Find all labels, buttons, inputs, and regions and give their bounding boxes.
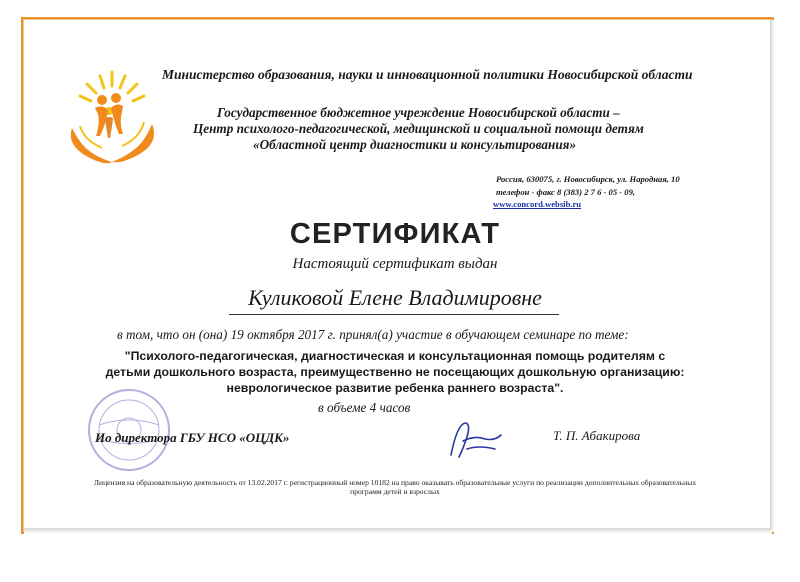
license-line-1: Лицензия на образовательную деятельность от 13.02.2017 г. регистрационный номер 10182 на право оказывать образовательные услуги по реализации дополнительных образовательных	[93, 478, 697, 487]
institution-line-2: Центр психолого-педагогической, медицинской и социальной помощи детям	[193, 121, 644, 136]
director-title: Ио директора ГБУ НСО «ОЦДК»	[95, 430, 290, 445]
seminar-topic-line-2: детьми дошкольного возраста, преимущественно не посещающих дошкольную организацию:	[105, 365, 685, 379]
frame-shadow-right	[770, 20, 774, 532]
certificate-title: СЕРТИФИКАТ	[289, 218, 501, 250]
ministry-name: Министерство образования, науки и инновационной политики Новосибирской области	[162, 67, 693, 82]
name-underline	[229, 314, 559, 315]
participation-intro: в том, что он (она) 19 октября 2017 г. принял(а) участие в обучающем семинаре по теме:	[117, 327, 629, 342]
recipient-name: Куликовой Елене Владимировне	[248, 285, 542, 310]
frame-shadow-bottom	[24, 528, 772, 534]
institution-line-1: Государственное бюджетное учреждение Новосибирской области –	[217, 105, 620, 120]
seminar-topic-line-3: неврологическое развитие ребенка раннего возраста".	[226, 381, 564, 395]
center-logo-icon	[62, 66, 162, 168]
hours-volume: в объеме 4 часов	[318, 400, 411, 415]
institution-line-3: «Областной центр диагностики и консультирования»	[253, 137, 577, 152]
license-line-2: программ детей и взрослых	[350, 487, 440, 496]
signatory-name: Т. П. Абакирова	[553, 428, 641, 443]
phone-fax: телефон - факс 8 (383) 2 7 6 - 05 - 09,	[496, 187, 636, 197]
website-link[interactable]: www.concord.websib.ru	[493, 199, 582, 209]
signature-icon	[445, 415, 505, 465]
issued-to-text: Настоящий сертификат выдан	[292, 256, 498, 272]
address: Россия, 630075, г. Новосибирск, ул. Народная, 10	[496, 174, 680, 184]
seminar-topic-line-1: "Психолого-педагогическая, диагностическая и консультационная помощь родителям с	[124, 349, 666, 363]
